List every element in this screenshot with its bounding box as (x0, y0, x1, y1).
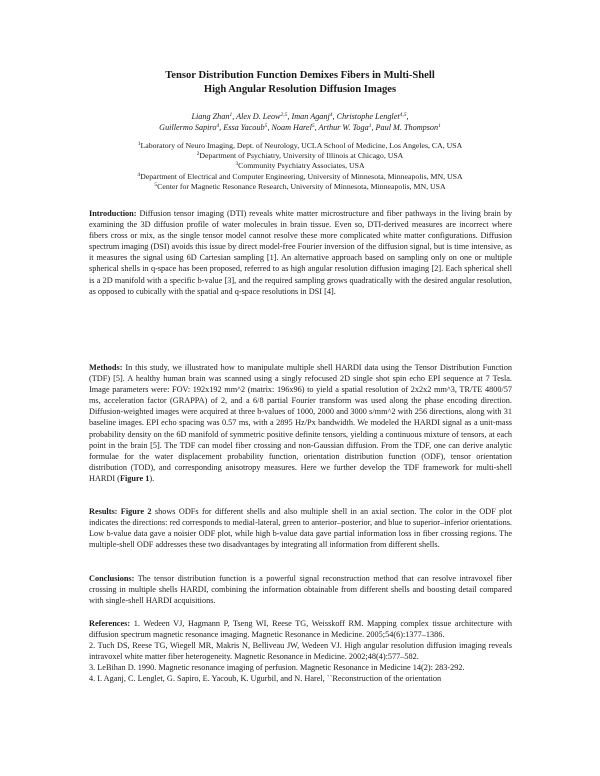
author-affil-mark: 1 (438, 123, 441, 129)
affiliation (60, 151, 540, 161)
affiliation (60, 182, 540, 192)
section-body: The tensor distribution function is a powerful signal reconstruction method that can resolve intravoxel fiber crossing in multiple shells HARDI, combining the information obtainable from different shells and boosting detail compared with single-shell HARDI acquisitions. (89, 574, 513, 606)
author-line-2: Guillermo Sapiro$^4$, Essa Yacoub$^5$, Noam Harel$^5$, Arthur W. Toga$^1$, Paul M. Thompson$^1$ (159, 123, 441, 132)
affiliation (60, 172, 540, 182)
reference-item: 2. Tuch DS, Reese TG, Wiegell MR, Makris N, Belliveau JW, Wedeen VJ. High angular resolution diffusion imaging reveals intravoxel white matter fiber heterogeneity. Magnetic Resonance in Medicine. 2002;48(4):577–582. (89, 641, 512, 662)
affil-number: 5 (154, 181, 158, 188)
author-name: Iman Aganj (291, 112, 330, 121)
references-section (89, 618, 512, 685)
author-name: Arthur W. Toga (318, 123, 369, 132)
author-affil-mark: 2,5 (280, 112, 288, 118)
reference-item (89, 618, 512, 640)
figure-reference: Figure 2 (120, 507, 152, 516)
affiliation-list (60, 141, 540, 192)
section-heading: References: (89, 619, 131, 628)
affil-number: 1 (137, 141, 141, 147)
affiliation (60, 141, 540, 151)
author-name: Christophe Lenglet (336, 112, 400, 121)
section-body: In this study, we illustrated how to manipulate multiple shell HARDI data using the Tensor Distribution Function (TDF) [5]. A healthy human brain was scanned using a singly refocused 2D single shot spin echo EPI sequence at 7 Tesla. Image parameters were: FOV: 192x192 mm^2 (matrix: 196x96) to yield a spatial resolution of 2x2x2 mm^3, TR/TE 4800/57 ms, acceleration factor (GRAPPA) of 2, and a 6/8 partial Fourier transform was used along the phase encoding direction. Diffusion-weighted images were acquired at three b-values of 1000, 2000 and 3000 s/mm^2 with 256 directions, along with 31 baseline images. EPI echo spacing was 0.57 ms, with a 2895 Hz/Px bandwidth. We modeled the HARDI signal as a unit-mass probability density on the 6D manifold of symmetric positive definite tensors, yielding a continuous mixture of tensors, at each point in the brain [5]. The TDF can model fiber crossing and non-Gaussian diffusion. From the TDF, one can derive analytic formulae for the water displacement probability function, orientation distribution function (ODF), tensor orientation distribution (TOD), and corresponding anisotropy measures. Here we further develop the TDF framework for multi-shell HARDI ( (89, 363, 512, 483)
section-body-end: ). (149, 473, 155, 483)
reference-text: 1. Wedeen VJ, Hagmann P, Tseng WI, Reese TG, Weisskoff RM. Mapping complex tissue architecture with diffusion spectrum magnetic resonance imaging. Magnetic Resonance in Medicine. 2005;54(6):1377–1386. (89, 619, 512, 640)
affil-number: 3 (235, 161, 239, 168)
author-affil-mark: 1 (368, 123, 372, 129)
section-heading: Conclusions: (89, 574, 135, 583)
affil-text: Center for Magnetic Resonance Research, University of Minnesota, Minneapolis, MN, USA (157, 181, 446, 191)
author-affil-mark: 1 (229, 112, 233, 118)
author-name: Alex D. Leow (236, 112, 281, 121)
author-affil-mark: 4 (329, 112, 333, 118)
affil-text: Laboratory of Neuro Imaging, Dept. of Neurology, UCLA School of Medicine, Los Angeles, CA, USA (140, 141, 463, 150)
author-affil-mark: 5 (311, 123, 315, 129)
author-list (60, 111, 540, 133)
section-body: Diffusion tensor imaging (DTI) reveals white matter microstructure and fiber pathways in the living brain by examining the 3D diffusion profile of water molecules in brain tissue. Even so, DTI-derived measures are incorrect where fibers cross or mix, as the single tensor model cannot resolve these more complicated white matter configurations. Diffusion spectrum imaging (DSI) avoids this issue by direct model-free Fourier inversion of the diffusion signal, but is time intensive, as it measures the signal using 6D Cartesian sampling [1]. An alternative approach based on sampling only on one or multiple spherical shells in q-space has been proposed, referred to as high angular resolution diffusion imaging [2]. Each spherical shell is a 2D manifold with a specific b-value [3], and the required sampling grows quadratically with the desired angular resolution, as opposed to cubically with the spatial and q-space resolutions in DSI [4]. (89, 209, 513, 296)
author-name: Paul M. Thompson (375, 123, 439, 132)
title-line-1: Tensor Distribution Function Demixes Fibers in Multi-Shell (165, 70, 435, 81)
affil-text: Community Psychiatry Associates, USA (238, 161, 365, 171)
section-body: shows ODFs for different shells and also multiple shell in an axial section. The color in the ODF plot indicates the directions: red corresponds to medial-lateral, green to anterior–posterior, and blue to superior–inferior orientations. Low b-value data gave a noisier ODF plot, while high b-value data gave partial information loss in fiber crossing regions. The multiple-shell ODF addresses these two disadvantages by integrating all information from different shells. (89, 507, 512, 550)
reference-item: 4. I. Aganj, C. Lenglet, G. Sapiro, E. Yacoub, K. Ugurbil, and N. Harel, ``Reconstruction of the orientation (89, 674, 442, 684)
results-section (89, 506, 512, 550)
affil-text: Department of Electrical and Computer Engineering, University of Minnesota, Minneapolis, MN, USA (140, 171, 463, 181)
methods-section (89, 362, 512, 484)
paper-title (60, 69, 540, 97)
reference-item: 3. LeBihan D. 1990. Magnetic resonance imaging of perfusion. Magnetic Resonance in Medicine 14(2): 283-292. (89, 663, 465, 673)
author-affil-mark: 5 (264, 123, 268, 129)
introduction-section (89, 208, 512, 297)
author-line-1: Liang Zhan$^1$, Alex D. Leow$^{2,5}$, Iman Aganj$^4$, Christophe Lenglet$^{4,5}$, (191, 112, 409, 121)
author-name: Guillermo Sapiro (159, 123, 217, 132)
conclusions-section (89, 573, 512, 606)
affil-number: 4 (137, 171, 141, 178)
section-heading: Results: (89, 507, 118, 516)
affil-text: Department of Psychiatry, University of Illinois at Chicago, USA (199, 151, 404, 161)
figure-reference: Figure 1 (119, 473, 150, 483)
affil-number: 2 (196, 151, 200, 158)
section-heading: Introduction: (89, 209, 137, 218)
author-name: Noam Harel (271, 123, 312, 132)
title-line-2: High Angular Resolution Diffusion Images (203, 84, 397, 95)
author-affil-mark: 4,5 (399, 112, 407, 118)
author-name: Essa Yacoub (223, 123, 265, 132)
section-heading: Methods: (89, 363, 123, 372)
author-name: Liang Zhan (191, 112, 230, 121)
author-affil-mark: 4 (216, 123, 220, 129)
affiliation (60, 161, 540, 171)
